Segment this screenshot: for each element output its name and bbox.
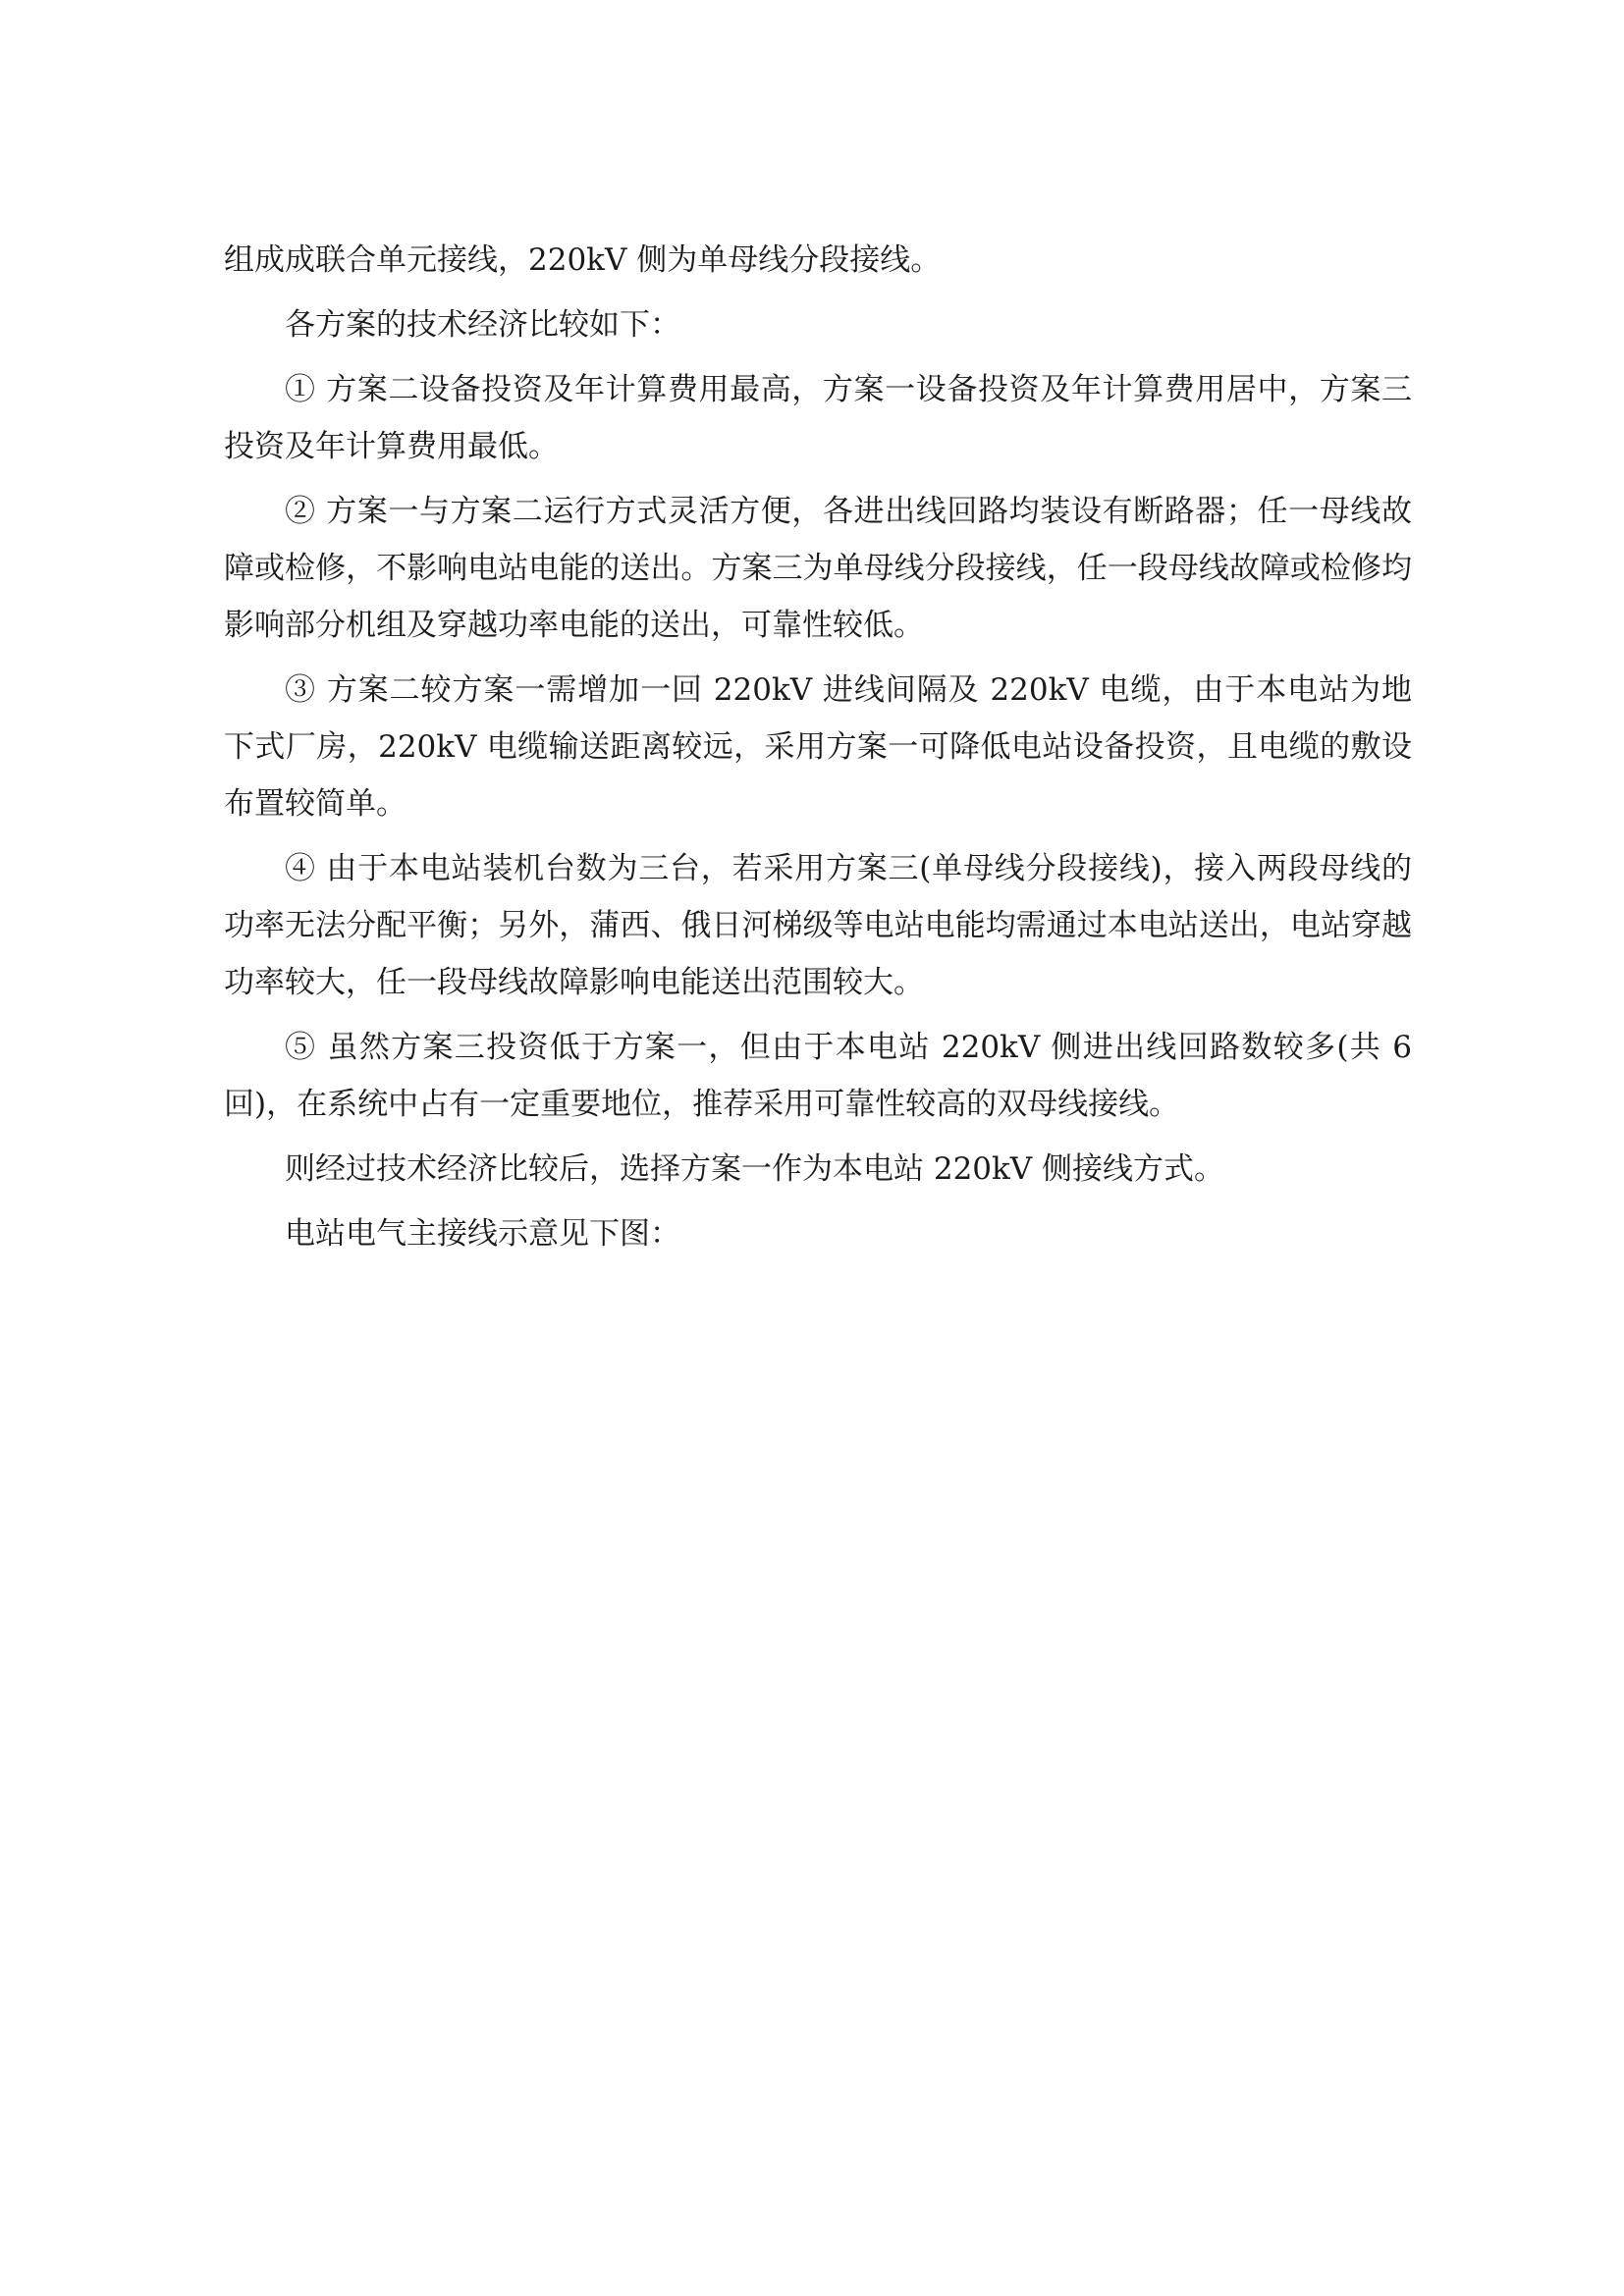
paragraph-continuation: 组成成联合单元接线，220kV 侧为单母线分段接线。 (224, 242, 942, 278)
paragraph-figure-reference: 电站电气主接线示意见下图： (285, 1216, 680, 1252)
document-body (224, 232, 1412, 1270)
paragraph-conclusion: 则经过技术经济比较后，选择方案一作为本电站 220kV 侧接线方式。 (285, 1151, 1225, 1187)
paragraph-point-2: ② 方案一与方案二运行方式灵活方便，各进出线回路均装设有断路器；任一母线故障或检修，不影响电站电能的送出。方案三为单母线分段接线，任一段母线故障或检修均影响部分机组及穿越功率电能的送出，可靠性较低。 (224, 494, 1412, 643)
paragraph-comparison-intro: 各方案的技术经济比较如下： (285, 307, 680, 343)
paragraph-point-1: ① 方案二设备投资及年计算费用最高，方案一设备投资及年计算费用居中，方案三投资及年计算费用最低。 (224, 372, 1412, 464)
paragraph-point-5: ⑤ 虽然方案三投资低于方案一，但由于本电站 220kV 侧进出线回路数较多(共 6 回)，在系统中占有一定重要地位，推荐采用可靠性较高的双母线接线。 (224, 1030, 1412, 1122)
paragraph-point-4: ④ 由于本电站装机台数为三台，若采用方案三(单母线分段接线)，接入两段母线的功率无法分配平衡；另外，蒲西、俄日河梯级等电站电能均需通过本电站送出，电站穿越功率较大，任一段母线故障影响电能送出范围较大。 (224, 851, 1412, 1000)
paragraph-point-3: ③ 方案二较方案一需增加一回 220kV 进线间隔及 220kV 电缆，由于本电站为地下式厂房，220kV 电缆输送距离较远，采用方案一可降低电站设备投资，且电缆的敷设布置较简单。 (224, 672, 1412, 822)
